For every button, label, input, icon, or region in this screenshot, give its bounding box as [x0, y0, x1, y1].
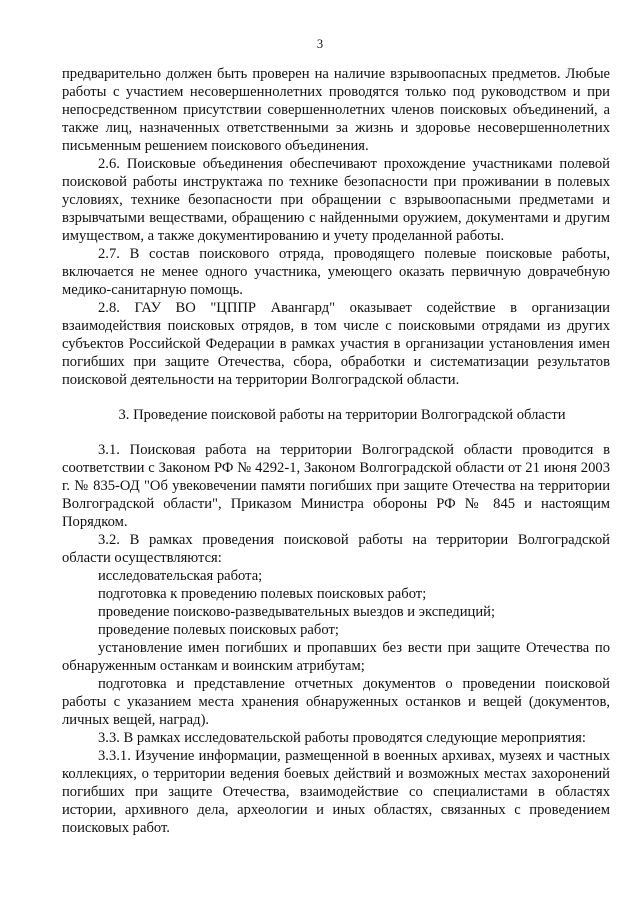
document-body	[62, 65, 610, 837]
paragraph-3-3: 3.3. В рамках исследовательской работы проводятся следующие мероприятия:	[98, 730, 586, 746]
paragraph-2-8: 2.8. ГАУ ВО "ЦППР Авангард" оказывает содействие в организации взаимодействия поисковых отрядов, в том числе с поисковыми отрядами из других субъектов Российской Федерации в рамках участия в организации установления имен погибших при защите Отечества, сбора, обработки и систематизации результатов поисковой деятельности на территории Волгоградской области.	[62, 300, 610, 388]
paragraph-3-1: 3.1. Поисковая работа на территории Волгоградской области проводится в соответствии с Законом РФ № 4292-1, Законом Волгоградской области от 21 июня 2003 г. № 835-ОД "Об увековечении памяти погибших при защите Отечества на территории Волгоградской области", Приказом Министра обороны РФ № 845 и настоящим Порядком.	[62, 442, 610, 530]
paragraph-3-3-1: 3.3.1. Изучение информации, размещенной в военных архивах, музеях и частных коллекциях, о территории ведения боевых действий и возможных местах захоронений погибших при защите Отечества, взаимодействие со специалистами в областях истории, архивного дела, археологии и иных областях, связанных с проведением поисковых работ.	[62, 748, 610, 836]
section-3-heading: 3. Проведение поисковой работы на территории Волгоградской области	[118, 407, 566, 423]
paragraph-2-7: 2.7. В состав поискового отряда, проводящего полевые поисковые работы, включается не менее одного участника, умеющего оказать первичную доврачебную медико-санитарную помощь.	[62, 246, 610, 298]
list-item: проведение поисково-разведывательных выездов и экспедиций;	[98, 604, 495, 620]
list-item: исследовательская работа;	[98, 568, 263, 584]
page-number: 3	[316, 37, 324, 51]
list-item: подготовка к проведению полевых поисковых работ;	[98, 586, 427, 602]
list-item: подготовка и представление отчетных документов о проведении поисковой работы с указанием места хранения обнаруженных останков и вещей (документов, личных вещей, наград).	[62, 676, 610, 728]
list-item: установление имен погибших и пропавших без вести при защите Отечества по обнаруженным останкам и воинским атрибутам;	[62, 640, 610, 674]
paragraph-2-6: 2.6. Поисковые объединения обеспечивают прохождение участниками полевой поисковой работы инструктажа по технике безопасности при проживании в полевых условиях, технике безопасности при обращении с взрывоопасными предметами и взрывчатыми веществами, обращению с найденными оружием, документами и другим имуществом, а также документированию и учету проделанной работы.	[62, 156, 610, 244]
list-item: проведение полевых поисковых работ;	[98, 622, 339, 638]
paragraph-continuation: предварительно должен быть проверен на наличие взрывоопасных предметов. Любые работы с участием несовершеннолетних проводятся только под руководством и при непосредственном присутствии совершеннолетних членов поисковых объединений, а также лиц, назначенных ответственными за жизнь и здоровье несовершеннолетних письменным решением поискового объединения.	[62, 66, 610, 154]
paragraph-3-2: 3.2. В рамках проведения поисковой работы на территории Волгоградской области осуществляются:	[62, 532, 610, 566]
